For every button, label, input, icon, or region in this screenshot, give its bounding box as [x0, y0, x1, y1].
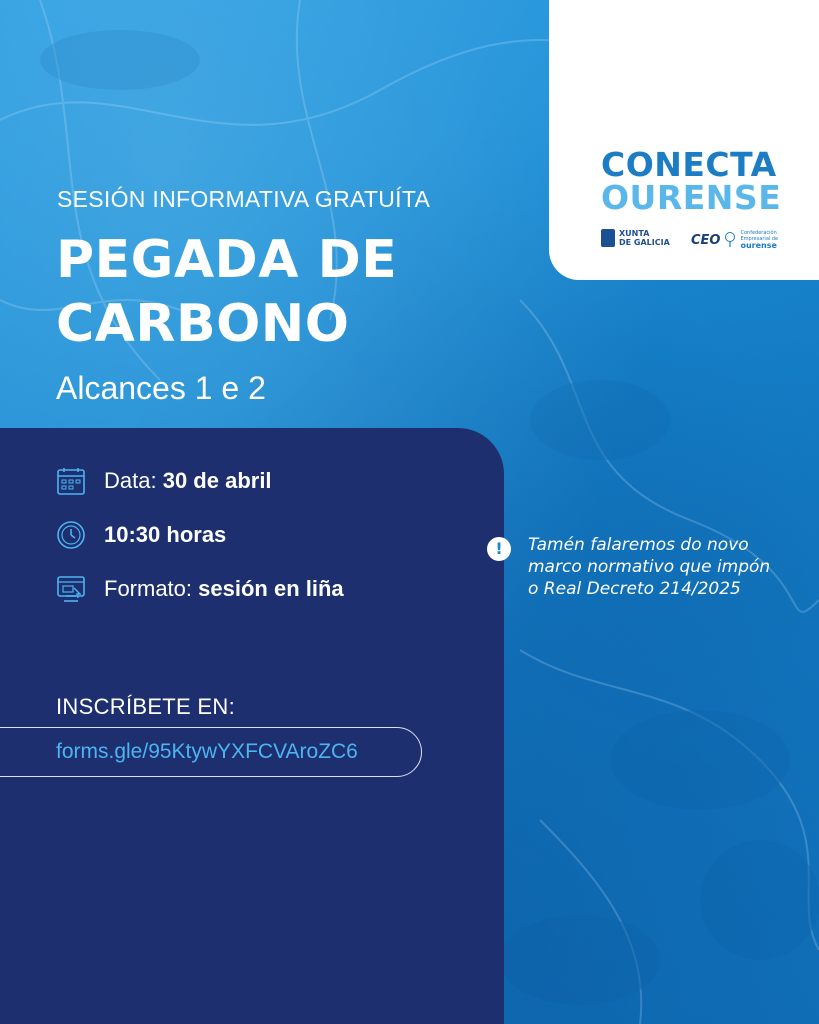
ceo-subtext-line1: Confederación [740, 230, 777, 236]
ceo-logo [691, 230, 778, 250]
date-text [104, 468, 272, 494]
format-text [104, 576, 344, 602]
format-label: Formato: [104, 576, 193, 601]
format-value: sesión en liña [198, 576, 344, 601]
time-row [56, 520, 226, 550]
logo-ourense-text: OURENSE [601, 178, 782, 217]
date-label: Data: [104, 468, 157, 493]
date-value: 30 de abril [162, 468, 272, 493]
calendar-icon [56, 466, 86, 496]
tree-icon [723, 232, 737, 248]
clock-icon [56, 520, 86, 550]
title-line2: CARBONO [56, 294, 350, 354]
online-session-icon [56, 574, 86, 604]
logo-card [549, 0, 819, 280]
register-link[interactable]: forms.gle/95KtywYXFCVAroZC6 [56, 740, 358, 763]
note-line3: o Real Decreto 214/2025 [528, 579, 741, 599]
ceo-subtext-line3: ourense [740, 241, 777, 250]
ceo-subtext [740, 230, 778, 250]
title-line1: PEGADA DE [56, 230, 398, 290]
note-line1: Tamén falaremos do novo [528, 535, 749, 555]
xunta-emblem-icon [601, 229, 615, 247]
time-value: 10:30 horas [104, 522, 227, 547]
details-panel [0, 428, 504, 1024]
xunta-line1: XUNTA [619, 229, 650, 238]
subtitle: Alcances 1 e 2 [56, 370, 266, 406]
ceo-subtext-line2: Empresarial de [740, 236, 779, 242]
ceo-text: CEO [691, 232, 721, 248]
format-row [56, 574, 344, 604]
xunta-text [619, 229, 670, 247]
register-label: INSCRÍBETE EN: [56, 694, 236, 719]
page-title [56, 228, 397, 356]
xunta-line2: DE GALICIA [619, 238, 670, 247]
exclamation-icon: ! [487, 537, 511, 561]
logo-conecta-text: CONECTA [601, 145, 777, 184]
date-row [56, 466, 272, 496]
xunta-logo [601, 229, 670, 247]
note-line2: marco normativo que impón [528, 557, 771, 577]
note-text [528, 534, 808, 600]
kicker-text: SESIÓN INFORMATIVA GRATUÍTA [57, 186, 431, 212]
